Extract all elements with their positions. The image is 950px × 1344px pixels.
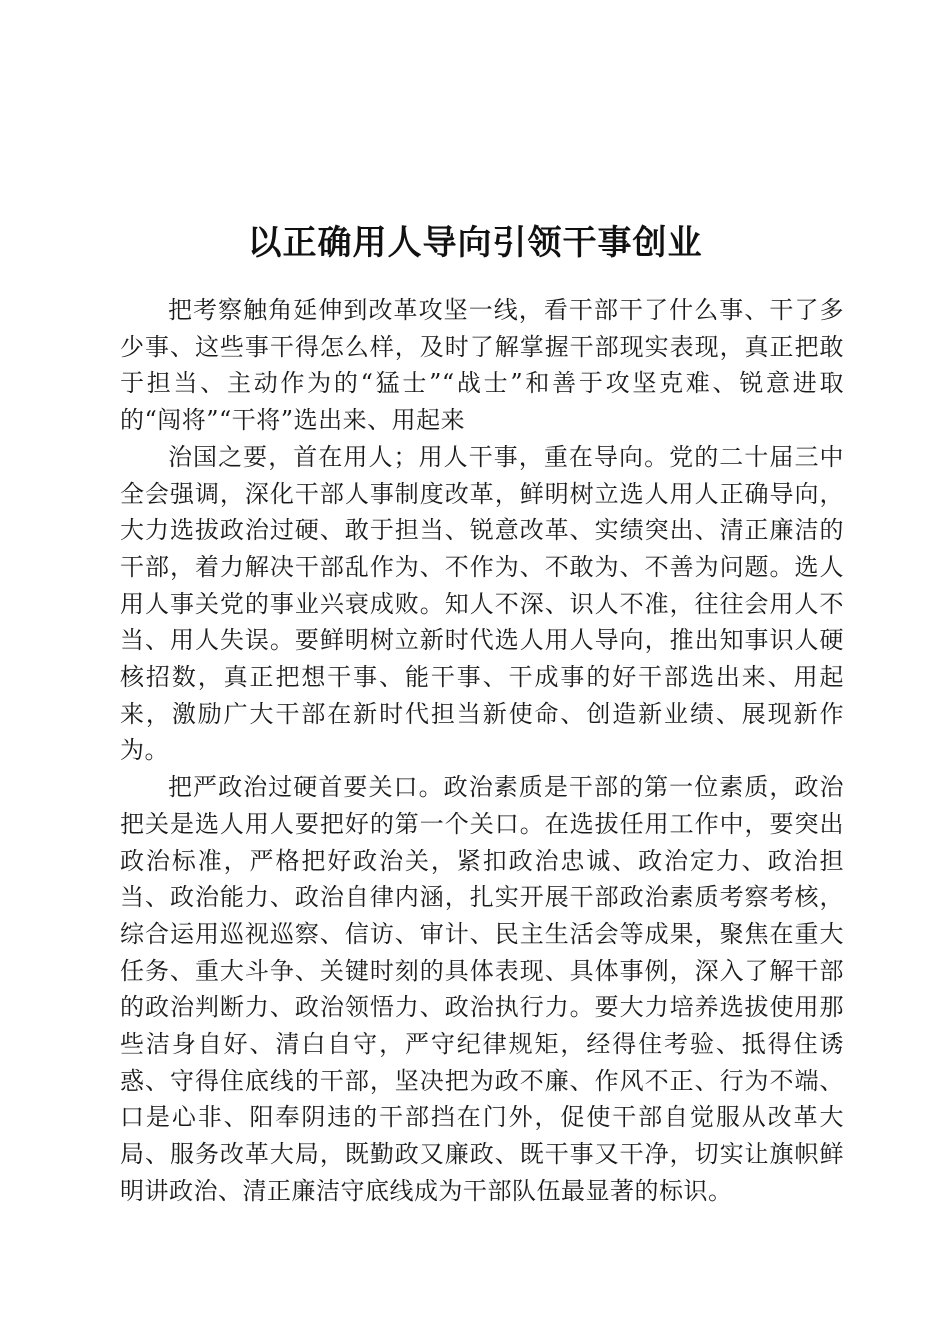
document-body	[120, 292, 844, 1210]
paragraph-political-standard: 把严政治过硬首要关口。政治素质是干部的第一位素质，政治把关是选人用人要把好的第一个关口。在选拔任用工作中，要突出政治标准，严格把好政治关，紧扣政治忠诚、政治定力、政治担当、政治能力、政治自律内涵，扎实开展干部政治素质考察考核，综合运用巡视巡察、信访、审计、民主生活会等成果，聚焦在重大任务、重大斗争、关键时刻的具体表现、具体事例，深入了解干部的政治判断力、政治领悟力、政治执行力。要大力培养选拔使用那些洁身自好、清白自守，严守纪律规矩，经得住考验、抵得住诱惑、守得住底线的干部，坚决把为政不廉、作风不正、行为不端、口是心非、阳奉阴违的干部挡在门外，促使干部自觉服从改革大局、服务改革大局，既勤政又廉政、既干事又干净，切实让旗帜鲜明讲政治、清正廉洁守底线成为干部队伍最显著的标识。	[120, 773, 844, 1205]
document-title: 以正确用人导向引领干事创业	[247, 222, 703, 263]
paragraph-intro: 治国之要，首在用人；用人干事，重在导向。党的二十届三中全会强调，深化干部人事制度改革，鲜明树立选人用人正确导向，大力选拔政治过硬、敢于担当、锐意改革、实绩突出、清正廉洁的干部，着力解决干部乱作为、不作为、不敢为、不善为问题。选人用人事关党的事业兴衰成败。知人不深、识人不准，往往会用人不当、用人失误。要鲜明树立新时代选人用人导向，推出知事识人硬核招数，真正把想干事、能干事、干成事的好干部选出来、用起来，激励广大干部在新时代担当新使命、创造新业绩、展现新作为。	[120, 442, 844, 765]
paragraph-summary: 把考察触角延伸到改革攻坚一线，看干部干了什么事、干了多少事、这些事干得怎么样，及时了解掌握干部现实表现，真正把敢于担当、主动作为的“猛士”“战士”和善于攻坚克难、锐意进取的“闯将”“干将”选出来、用起来	[120, 296, 844, 435]
